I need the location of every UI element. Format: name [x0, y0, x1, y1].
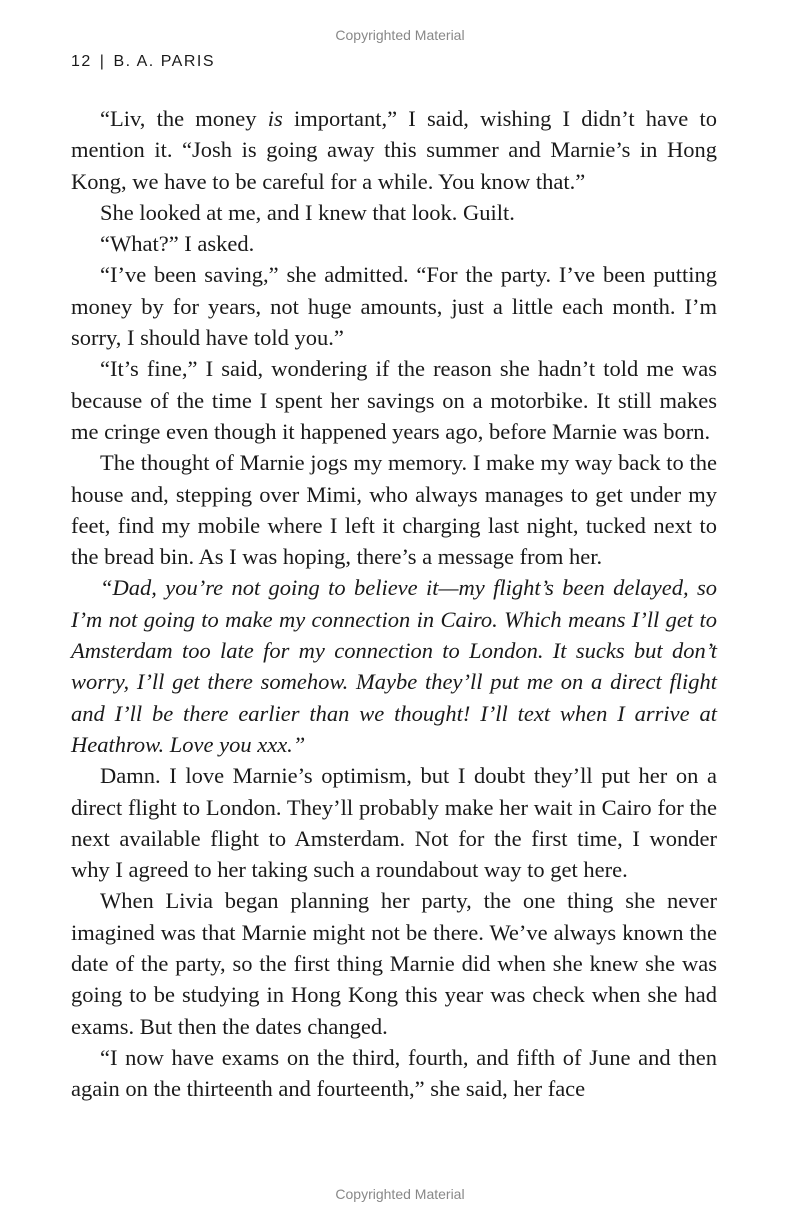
paragraph: Damn. I love Marnie’s optimism, but I doubt they’ll put her on a direct flight to London. They’ll probably make her wait in Cairo for the next available flight to Amsterdam. Not for the first time, I wonder why I agreed to her taking such a roundabout way to get here. — [71, 763, 717, 883]
emphasis: is — [267, 106, 283, 131]
paragraph: She looked at me, and I knew that look. Guilt. — [100, 199, 515, 225]
paragraph: “Liv, the money is important,” I said, wishing I didn’t have to mention it. “Josh is going away this summer and Marnie’s in Hong Kong, we have to be careful for a while. You know that.” — [71, 106, 717, 194]
running-header — [71, 53, 215, 71]
paragraph: The thought of Marnie jogs my memory. I make my way back to the house and, stepping over Mimi, who always manages to get under my feet, find my mobile where I left it charging last night, tucked next to the bread bin. As I was hoping, there’s a message from her. — [71, 450, 717, 570]
copyright-watermark-bottom: Copyrighted Material — [335, 1186, 465, 1202]
text-message-quote: “Dad, you’re not going to believe it—my flight’s been delayed, so I’m not going to make my connection in Cairo. Which means I’ll get to Amsterdam too late for my connection to London. It sucks but don’t worry, I’ll get there somehow. Maybe they’ll put me on a direct flight and I’ll be there earlier than we thought! I’ll text when I arrive at Heathrow. Love you xxx.” — [71, 575, 717, 757]
paragraph: “I now have exams on the third, fourth, and fifth of June and then again on the thirteenth and fourteenth,” she said, her face — [71, 1044, 717, 1102]
header-separator: | — [99, 53, 106, 70]
paragraph: “What?” I asked. — [100, 231, 255, 257]
page-number: 12 — [71, 53, 92, 70]
body-text — [71, 103, 717, 1105]
paragraph: “It’s fine,” I said, wondering if the reason she hadn’t told me was because of the time I spent her savings on a motorbike. It still makes me cringe even though it happened years ago, before Marnie was born. — [71, 356, 717, 444]
copyright-watermark-top: Copyrighted Material — [335, 27, 465, 43]
paragraph: “I’ve been saving,” she admitted. “For the party. I’ve been putting money by for years, not huge amounts, just a little each month. I’m sorry, I should have told you.” — [71, 262, 717, 351]
author-name: B. A. PARIS — [113, 53, 216, 70]
paragraph: When Livia began planning her party, the one thing she never imagined was that Marnie might not be there. We’ve always known the date of the party, so the first thing Marnie did when she knew she was going to be studying in Hong Kong this year was check when she had exams. But then the dates changed. — [71, 888, 717, 1039]
